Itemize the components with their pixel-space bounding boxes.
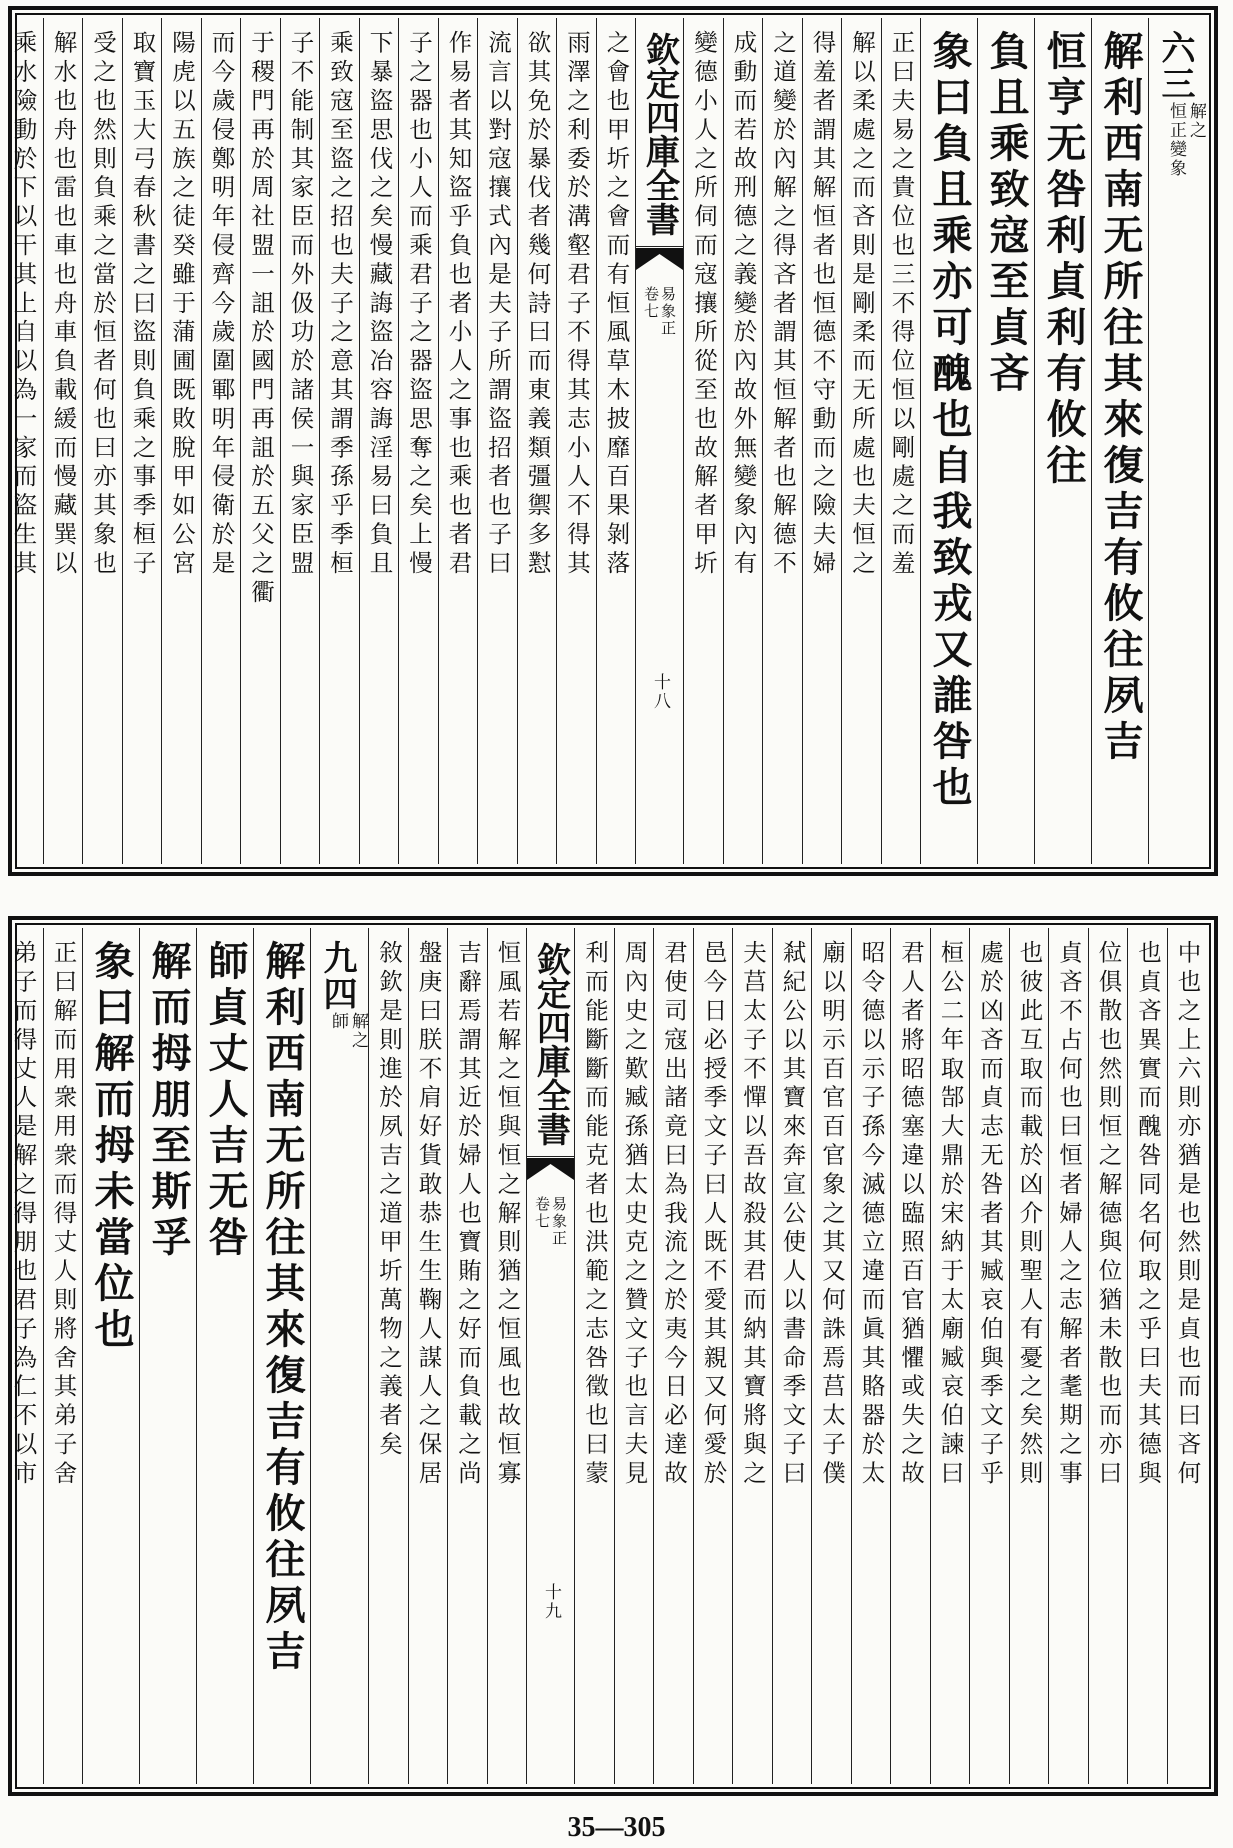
commentary-text: 昭令德以示子孫今滅德立違而眞其賂器於太 — [857, 940, 886, 1490]
commentary-text: 貞吝不占何也曰恒者婦人之志解者耄期之事 — [1055, 940, 1083, 1490]
heading-annotation: 解之 — [1186, 102, 1206, 140]
commentary-text: 廟以明示百官百官象之其又何誅焉莒太子僕 — [818, 940, 846, 1490]
commentary-text: 位俱散也然則恒之解德與位猶未散也而亦曰 — [1094, 940, 1123, 1490]
commentary-text: 變德小人之所伺而寇攘所從至也故解者甲圻 — [690, 30, 718, 580]
commentary-text: 利而能斷斷而能克者也洪範之志咎徵也曰蒙 — [581, 940, 609, 1490]
commentary-text: 中也之上六則亦猶是也然則是貞也而曰吝何 — [1173, 940, 1202, 1490]
commentary-column — [477, 18, 517, 864]
commentary-column — [3, 928, 43, 1784]
commentary-column — [802, 18, 842, 864]
commentary-text: 君人者將昭德塞違以臨照百官猶懼或失之故 — [897, 940, 925, 1490]
commentary-text: 陽虎以五族之徒癸雖于蒲圃既敗脫甲如公宮 — [168, 30, 196, 580]
commentary-text: 乘水險動於下以干其上自以為一家而盜生其 — [9, 30, 38, 580]
heading-column — [310, 928, 368, 1784]
commentary-column — [43, 928, 83, 1784]
main-text: 負且乘致寇至貞吝 — [983, 30, 1030, 398]
commentary-text: 君使司寇出諸竟曰為我流之於夷今日必達故 — [660, 940, 688, 1490]
commentary-text: 而今歲侵鄭明年侵齊今歲圍鄆明年侵衛於是 — [207, 30, 236, 580]
commentary-column — [930, 928, 970, 1784]
commentary-text: 敘欽是則進於夙吉之道甲圻萬物之義者矣 — [375, 940, 403, 1461]
commentary-column — [1127, 928, 1167, 1784]
commentary-column — [3, 18, 43, 864]
commentary-text: 正曰解而用衆用衆而得丈人則將舍其弟子舍 — [49, 940, 78, 1490]
commentary-column — [723, 18, 763, 864]
commentary-text: 之會也甲圻之會而有恒風草木披靡百果剝落 — [602, 30, 631, 580]
commentary-column — [811, 928, 851, 1784]
main-text-column — [1091, 18, 1148, 864]
commentary-text: 吉辭焉謂其近於婦人也寶賄之好而負載之尚 — [454, 940, 482, 1490]
commentary-text: 弒紀公以其寶來奔宣公使人以書命季文子曰 — [778, 940, 807, 1490]
commentary-column — [890, 928, 930, 1784]
commentary-text: 恒風若解之恒與恒之解則猶之恒風也故恒寡 — [493, 940, 522, 1490]
commentary-text: 成動而若故刑德之義變於內故外無變象內有 — [729, 30, 758, 580]
commentary-column — [969, 928, 1009, 1784]
heading-annotation: 解之 — [348, 1012, 368, 1050]
gutter-page-number: 十八 — [650, 673, 670, 711]
commentary-text: 也彼此互取而載於凶介則聖人有憂之矣然則 — [1015, 940, 1044, 1490]
commentary-text: 子之器也小人而乘君子之器盜思奪之矣上慢 — [405, 30, 433, 580]
commentary-column — [438, 18, 478, 864]
heading-annotation: 恒正變象 — [1166, 102, 1186, 178]
commentary-text: 下暴盜思伐之矣慢藏誨盜冶容誨淫易曰負且 — [365, 30, 394, 580]
gutter-title: 欽定四庫全書 — [530, 942, 571, 1146]
commentary-column — [762, 18, 802, 864]
commentary-text: 取寶玉大弓春秋書之曰盜則負乘之事季桓子 — [128, 30, 157, 580]
commentary-column — [368, 928, 408, 1784]
commentary-column — [653, 928, 693, 1784]
gutter-title: 欽定四庫全書 — [639, 32, 680, 236]
gutter-column — [635, 18, 683, 864]
commentary-text: 正曰夫易之貴位也三不得位恒以剛處之而羞 — [887, 30, 916, 580]
gutter-page-number: 十九 — [541, 1583, 561, 1621]
main-text: 象曰解而拇未當位也 — [88, 940, 135, 1354]
commentary-column — [398, 18, 438, 864]
commentary-column — [841, 18, 881, 864]
page-number: 35—305 — [567, 1812, 666, 1843]
heading-column — [1148, 18, 1206, 864]
commentary-column — [614, 928, 654, 1784]
main-text-column — [920, 18, 977, 864]
commentary-column — [319, 18, 359, 864]
commentary-text: 子不能制其家臣而外伋功於諸侯一與家臣盟 — [286, 30, 315, 580]
commentary-column — [43, 18, 83, 864]
commentary-column — [122, 18, 162, 864]
commentary-column — [280, 18, 320, 864]
gutter-rule — [527, 1156, 574, 1157]
commentary-text: 乘致寇至盜之招也夫子之意其謂季孫乎季桓 — [326, 30, 354, 580]
commentary-text: 得羞者謂其解恒者也恒德不守動而之險夫婦 — [808, 30, 837, 580]
gutter-subtitle: 易象正 — [550, 1196, 568, 1247]
main-text: 師貞丈人吉无咎 — [202, 940, 249, 1262]
commentary-column — [556, 18, 596, 864]
fish-tail-ornament — [636, 248, 683, 270]
main-text: 解利西南无所往其來復吉有攸往夙吉 — [1097, 30, 1144, 766]
commentary-text: 盤庚曰朕不肩好貨敢恭生生鞠人謀人之保居 — [414, 940, 443, 1490]
commentary-column — [772, 928, 812, 1784]
gutter-column — [526, 928, 574, 1784]
fish-tail-ornament — [527, 1158, 574, 1180]
commentary-text: 欲其免於暴伐者幾何詩曰而東義類彊禦多懟 — [523, 30, 552, 580]
commentary-column — [1048, 928, 1088, 1784]
commentary-text: 桓公二年取郜大鼎於宋納于太廟臧哀伯諫曰 — [936, 940, 965, 1490]
lower-page-panel — [8, 916, 1218, 1796]
commentary-column — [596, 18, 636, 864]
commentary-text: 邑今日必授季文子曰人既不愛其親又何愛於 — [699, 940, 728, 1490]
commentary-column — [201, 18, 241, 864]
commentary-text: 之道變於內解之得吝者謂其恒解者也解德不 — [769, 30, 797, 580]
main-text-column — [253, 928, 310, 1784]
commentary-column — [359, 18, 399, 864]
line-heading: 九四 — [317, 940, 357, 1012]
main-text: 恒亨无咎利貞利有攸往 — [1040, 30, 1087, 490]
commentary-text: 解水也舟也雷也車也舟車負載緩而慢藏巽以 — [49, 30, 78, 580]
upper-page-panel — [8, 6, 1218, 876]
commentary-text: 受之也然則負乘之當於恒者何也曰亦其象也 — [89, 30, 117, 580]
commentary-column — [487, 928, 527, 1784]
lower-columns — [9, 928, 1206, 1784]
gutter-subtitle: 易象正 — [659, 286, 677, 337]
gutter-subtitle: 卷七 — [642, 286, 660, 320]
heading-annotation: 師 — [328, 1012, 348, 1031]
main-text-column — [196, 928, 253, 1784]
commentary-column — [447, 928, 487, 1784]
commentary-column — [1088, 928, 1128, 1784]
commentary-column — [1167, 928, 1207, 1784]
commentary-text: 作易者其知盜乎負也者小人之事也乘也者君 — [444, 30, 473, 580]
commentary-column — [1009, 928, 1049, 1784]
main-text: 解利西南无所往其來復吉有攸往夙吉 — [259, 940, 306, 1676]
line-heading: 六三 — [1155, 30, 1195, 102]
commentary-text: 周內史之歎臧孫猶太史克之贊文子也言夫見 — [620, 940, 649, 1490]
commentary-column — [851, 928, 891, 1784]
commentary-column — [240, 18, 280, 864]
commentary-column — [881, 18, 921, 864]
main-text-column — [977, 18, 1034, 864]
main-text: 象曰負且乘亦可醜也自我致戎又誰咎也 — [926, 30, 973, 812]
main-text: 解而拇朋至斯孚 — [145, 940, 192, 1262]
commentary-text: 處於凶吝而貞志无咎者其臧哀伯與季文子乎 — [976, 940, 1004, 1490]
commentary-column — [82, 18, 122, 864]
gutter-rule — [636, 246, 683, 247]
commentary-text: 流言以對寇攘式內是夫子所謂盜招者也子曰 — [484, 30, 512, 580]
commentary-column — [683, 18, 723, 864]
commentary-column — [161, 18, 201, 864]
commentary-text: 解以柔處之而吝則是剛柔而无所處也夫恒之 — [848, 30, 876, 580]
commentary-column — [408, 928, 448, 1784]
main-text-column — [82, 928, 139, 1784]
commentary-text: 也貞吝異實而醜咎同名何取之乎曰夫其德與 — [1134, 940, 1162, 1490]
commentary-column — [693, 928, 733, 1784]
commentary-column — [732, 928, 772, 1784]
gutter-subtitle: 卷七 — [533, 1196, 551, 1230]
main-text-column — [1034, 18, 1091, 864]
commentary-text: 于稷門再於周社盟一詛於國門再詛於五父之衢 — [247, 30, 275, 608]
commentary-text: 雨澤之利委於溝壑君子不得其志小人不得其 — [563, 30, 591, 580]
commentary-column — [574, 928, 614, 1784]
upper-columns — [9, 18, 1206, 864]
commentary-column — [517, 18, 557, 864]
commentary-text: 夫莒太子不憚以吾故殺其君而納其寶將與之 — [739, 940, 767, 1490]
commentary-text: 弟子而得丈人是解之得朋也君子為仁不以市 — [9, 940, 38, 1490]
main-text-column — [139, 928, 196, 1784]
